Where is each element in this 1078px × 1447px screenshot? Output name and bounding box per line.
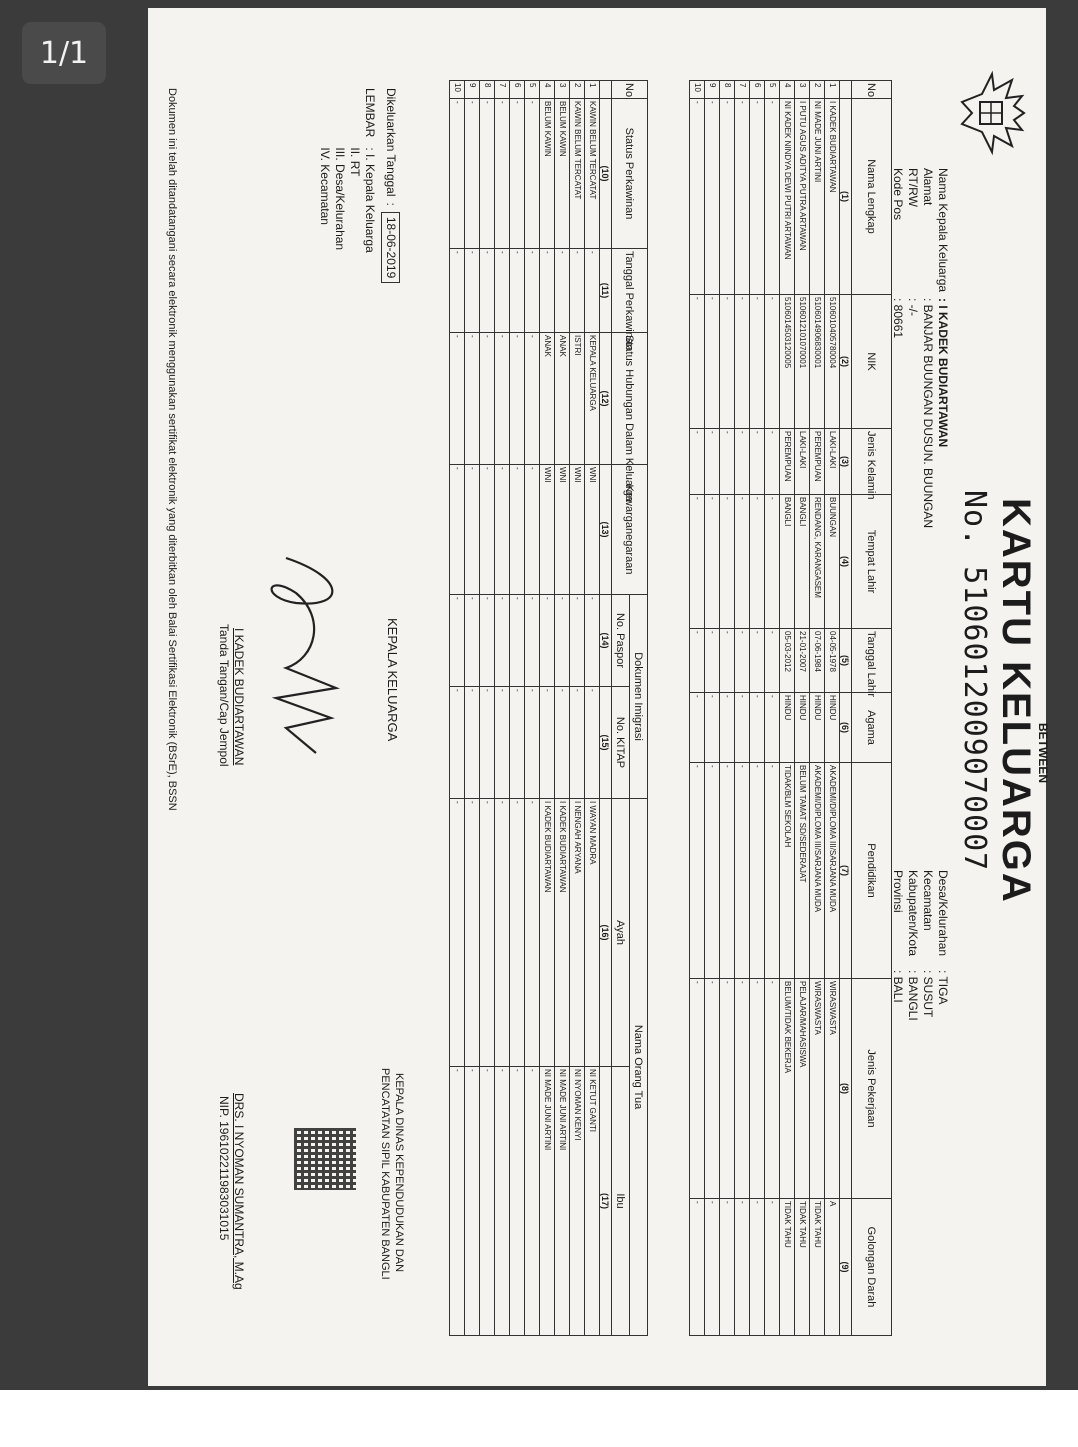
table-cell: - (750, 429, 765, 495)
table-cell: WIRASWASTA (825, 979, 840, 1199)
table-cell: - (690, 429, 705, 495)
table-cell: - (510, 687, 525, 799)
table-cell: HINDU (795, 693, 810, 763)
table-cell: - (690, 763, 705, 979)
table-cell: NI MADE JUNI ARTINI (540, 1067, 555, 1336)
table-cell: 1 (585, 81, 600, 99)
table-cell: NI NYOMAN KENYI (570, 1067, 585, 1336)
table-cell: HINDU (825, 693, 840, 763)
table-cell: - (450, 595, 465, 687)
table-cell: I KADEK BUDIARTAWAN (540, 799, 555, 1067)
table-cell: ISTRI (570, 333, 585, 465)
table-cell: 21-01-2007 (795, 629, 810, 693)
table-cell: - (450, 249, 465, 333)
table-cell: - (705, 693, 720, 763)
head-signature-icon (246, 548, 356, 768)
field-row: Nama Kepala Keluarga: I KADEK BUDIARTAWAN (936, 168, 950, 448)
table-cell: 6 (750, 81, 765, 99)
col-header: NIK (852, 295, 892, 429)
issued-label: Dikeluarkan Tanggal (384, 88, 398, 197)
table-cell: WNI (570, 465, 585, 595)
table-cell: I PUTU AGUS ADITYA PUTRA ARTAWAN (795, 99, 810, 295)
table-cell: - (525, 333, 540, 465)
table-cell: - (735, 1199, 750, 1336)
col-header: No (852, 81, 892, 99)
table-cell: - (690, 295, 705, 429)
table-cell: 1 (825, 81, 840, 99)
table-cell: - (720, 429, 735, 495)
table-row (735, 81, 750, 1336)
table-row (495, 81, 510, 1336)
table-cell: NI MADE JUNI ARTINI (555, 1067, 570, 1336)
table-cell: - (735, 763, 750, 979)
field-row: RT/RW: -/- (906, 168, 920, 316)
table-cell: PEREMPUAN (810, 429, 825, 495)
table-cell: 5106012101070001 (795, 295, 810, 429)
table-cell: - (480, 333, 495, 465)
issued-info (317, 88, 400, 348)
issued-colon: : (384, 202, 398, 206)
table-cell: NI KADEK NINDYA DEWI PUTRI ARTAWAN (780, 99, 795, 295)
table-row (765, 81, 780, 1336)
table-cell: - (510, 99, 525, 249)
table-cell: - (495, 249, 510, 333)
table-cell: - (765, 99, 780, 295)
table-cell: - (765, 429, 780, 495)
table-cell: AKADEMI/DIPLOMA III/SARJANA MUDA (825, 763, 840, 979)
table-cell: - (525, 595, 540, 687)
table-cell: PEREMPUAN (780, 429, 795, 495)
table-cell: 9 (465, 81, 480, 99)
table-cell: - (450, 799, 465, 1067)
table-cell: I NENGAH ARYANA (570, 799, 585, 1067)
col-header: Nama Lengkap (852, 99, 892, 295)
col-header: Jenis Kelamin (852, 429, 892, 495)
table-cell: - (705, 495, 720, 629)
table-cell: BANGLI (795, 495, 810, 629)
members-table (689, 80, 892, 1336)
table-cell: - (765, 495, 780, 629)
table-cell: - (510, 1067, 525, 1336)
table-cell: ANAK (540, 333, 555, 465)
table-cell: - (765, 1199, 780, 1336)
col-header: Tanggal Perkawinan (612, 249, 648, 333)
table-cell: 3 (795, 81, 810, 99)
table-cell: 10 (450, 81, 465, 99)
qr-code-icon (294, 1128, 356, 1190)
table-cell: - (480, 687, 495, 799)
table-row (705, 81, 720, 1336)
table-cell: - (750, 763, 765, 979)
table-cell: - (495, 799, 510, 1067)
table-cell: 04-05-1978 (825, 629, 840, 693)
table-cell: 6 (510, 81, 525, 99)
rotated-document (148, 8, 1050, 1386)
table-cell: - (705, 429, 720, 495)
col-header: Status Perkawinan (612, 99, 648, 249)
col-header: Status Hubungan Dalam Keluarga (612, 333, 648, 465)
table-cell: - (720, 99, 735, 295)
official-nip: NIP. 196102211983031015 (217, 1096, 231, 1241)
head-name: I KADEK BUDIARTAWAN (232, 628, 246, 766)
table-cell: NI KETUT GANTI (585, 1067, 600, 1336)
table-cell: 07-06-1984 (810, 629, 825, 693)
table-cell: - (525, 465, 540, 595)
table-cell: - (750, 295, 765, 429)
table-cell: - (450, 687, 465, 799)
members-table-body (690, 81, 840, 1336)
table-cell: - (705, 979, 720, 1199)
table-cell: - (735, 295, 750, 429)
table-cell: - (705, 1199, 720, 1336)
table-cell: - (450, 99, 465, 249)
table-cell: BUUNGAN (825, 495, 840, 629)
table-cell: - (480, 249, 495, 333)
table-cell: - (465, 249, 480, 333)
table-row (720, 81, 735, 1336)
col-header: Dokumen Imigrasi (630, 595, 648, 799)
table-cell: BANGLI (780, 495, 795, 629)
table-cell: TIDAK TAHU (780, 1199, 795, 1336)
table-cell: - (510, 465, 525, 595)
table-cell: 7 (495, 81, 510, 99)
table-cell: - (720, 629, 735, 693)
table-cell: 5 (765, 81, 780, 99)
table-cell: 5106014906830001 (810, 295, 825, 429)
table-cell: - (705, 295, 720, 429)
table-cell: - (750, 693, 765, 763)
table-cell: BELUM/TIDAK BEKERJA (780, 979, 795, 1199)
column-number-row: (10) (11) (12) (13) (14) (15) (16) (17) (600, 81, 612, 1336)
lembar-item: II. RT (348, 147, 362, 177)
table-cell: - (555, 595, 570, 687)
table-cell: - (585, 595, 600, 687)
table-cell: TIDAK/BLM SEKOLAH (780, 763, 795, 979)
table-cell: 3 (555, 81, 570, 99)
table-cell: - (735, 693, 750, 763)
col-header: Tempat Lahir (852, 495, 892, 629)
table-cell: 9 (705, 81, 720, 99)
table-cell: WNI (555, 465, 570, 595)
col-header: Pendidikan (852, 763, 892, 979)
table-cell: - (585, 249, 600, 333)
table-row (480, 81, 495, 1336)
status-table-body (450, 81, 600, 1336)
table-cell: AKADEMI/DIPLOMA III/SARJANA MUDA (810, 763, 825, 979)
table-cell: - (570, 595, 585, 687)
field-row: Kabupaten/Kota: BANGLI (906, 870, 920, 1021)
left-header-fields (890, 168, 950, 688)
status-table (449, 80, 648, 1336)
lembar-item: III. Desa/Kelurahan (333, 147, 347, 251)
col-header: No. KITAP (612, 687, 630, 799)
table-cell: - (690, 1199, 705, 1336)
table-cell: - (750, 629, 765, 693)
table-cell: - (690, 629, 705, 693)
col-header: Ibu (612, 1067, 630, 1336)
field-row: Provinsi: BALI (891, 870, 905, 1003)
table-cell: - (765, 295, 780, 429)
table-cell: 7 (735, 81, 750, 99)
document-title: KARTU KELUARGA (994, 498, 1038, 904)
table-cell: 2 (570, 81, 585, 99)
table-cell: - (690, 979, 705, 1199)
lembar-item: : I. Kepala Keluarga (363, 147, 377, 253)
table-cell: - (750, 495, 765, 629)
table-cell: - (540, 687, 555, 799)
table-row (780, 81, 795, 1336)
table-cell: - (525, 99, 540, 249)
table-cell: - (555, 687, 570, 799)
table-cell: WNI (540, 465, 555, 595)
table-cell: 8 (480, 81, 495, 99)
table-cell: RENDANG, KARANGASEM (810, 495, 825, 629)
table-cell: I KADEK BUDIARTAWAN (825, 99, 840, 295)
table-cell: LAKI-LAKI (795, 429, 810, 495)
table-cell: NI MADE JUNI ARTINI (810, 99, 825, 295)
table-cell: - (465, 799, 480, 1067)
table-cell: I WAYAN MADRA (585, 799, 600, 1067)
table-cell: - (510, 333, 525, 465)
table-row (540, 81, 555, 1336)
table-row (585, 81, 600, 1336)
table-cell: - (765, 693, 780, 763)
field-row: Kode Pos: 80661 (891, 168, 905, 339)
table-cell: - (510, 799, 525, 1067)
table-row (825, 81, 840, 1336)
table-cell: - (735, 629, 750, 693)
table-row (750, 81, 765, 1336)
col-header: Ayah (612, 799, 630, 1067)
table-cell: 4 (780, 81, 795, 99)
table-cell: - (450, 465, 465, 595)
table-row (465, 81, 480, 1336)
table-cell: HINDU (780, 693, 795, 763)
table-cell: - (690, 693, 705, 763)
table-cell: - (465, 99, 480, 249)
table-cell: - (705, 763, 720, 979)
table-cell: - (480, 799, 495, 1067)
table-row (510, 81, 525, 1336)
table-cell: - (720, 495, 735, 629)
table-cell: - (465, 595, 480, 687)
table-cell: 5 (525, 81, 540, 99)
col-header: Nama Orang Tua (630, 799, 648, 1336)
lembar-item: IV. Kecamatan (318, 147, 332, 225)
table-cell: - (765, 629, 780, 693)
field-row: Kecamatan: SUSUT (921, 870, 935, 1018)
viewer-bottom-area (0, 1390, 1078, 1447)
table-cell: - (555, 249, 570, 333)
table-cell: - (450, 333, 465, 465)
table-cell: - (510, 595, 525, 687)
table-cell: - (525, 687, 540, 799)
table-cell: - (720, 1199, 735, 1336)
table-cell: - (735, 979, 750, 1199)
col-header: Kewarganegaraan (612, 465, 648, 595)
table-row (810, 81, 825, 1336)
top-stamp: BETWEEN (1036, 723, 1050, 783)
lembar-label: LEMBAR (363, 88, 377, 138)
table-cell: - (465, 687, 480, 799)
column-number-row: (1) (2) (3) (4) (5) (6) (7) (8) (9) (840, 81, 852, 1336)
table-cell: - (735, 99, 750, 295)
official-name: DRS. I NYOMAN SUMANTRA, M.Ag (232, 1093, 246, 1290)
table-cell: - (495, 595, 510, 687)
table-cell: - (735, 429, 750, 495)
table-cell: KAWIN BELUM TERCATAT (570, 99, 585, 249)
table-cell: BELUM KAWIN (540, 99, 555, 249)
table-cell: I KADEK BUDIARTAWAN (555, 799, 570, 1067)
table-cell: - (495, 465, 510, 595)
table-cell: TIDAK TAHU (795, 1199, 810, 1336)
table-header-row (852, 81, 892, 1336)
table-cell: BELUM TAMAT SD/SEDERAJAT (795, 763, 810, 979)
table-cell: 5106010405780004 (825, 295, 840, 429)
table-cell: WIRASWASTA (810, 979, 825, 1199)
table-cell: - (750, 979, 765, 1199)
table-cell: - (525, 249, 540, 333)
office-line2: PENCATATAN SIPIL KABUPATEN BANGLI (379, 1068, 391, 1280)
table-cell: HINDU (810, 693, 825, 763)
field-row: Desa/Kelurahan: TIGA (936, 870, 950, 1005)
garuda-emblem-icon (952, 68, 1032, 158)
page-counter: 1/1 (22, 22, 106, 84)
table-row (795, 81, 810, 1336)
head-sign-label: Tanda Tangan/Cap Jempol (217, 624, 231, 767)
table-cell: - (750, 1199, 765, 1336)
table-cell: 5106014503120005 (780, 295, 795, 429)
col-header: No. Paspor (612, 595, 630, 687)
kk-number: No. 5106012009070007 (957, 490, 992, 872)
table-cell: 8 (720, 81, 735, 99)
table-cell: - (525, 1067, 540, 1336)
table-cell: - (585, 687, 600, 799)
table-cell: - (465, 333, 480, 465)
table-cell: - (735, 495, 750, 629)
table-row (450, 81, 465, 1336)
table-header-row (630, 81, 648, 1336)
table-cell: - (480, 465, 495, 595)
table-cell: TIDAK TAHU (810, 1199, 825, 1336)
table-cell: - (540, 595, 555, 687)
table-cell: - (495, 333, 510, 465)
col-header: No. (612, 81, 648, 99)
document-page (148, 8, 1050, 1386)
issued-date: 18-06-2019 (381, 212, 400, 283)
table-cell: - (495, 99, 510, 249)
table-cell: KEPALA KELUARGA (585, 333, 600, 465)
electronic-signature-note: Dokumen ini telah ditandatangani secara elektronik menggunakan sertifikat elektronik yang diterbitkan oleh Balai Sertifikasi Elektronik (BSrE), BSSN (166, 88, 178, 811)
table-cell: - (465, 1067, 480, 1336)
col-header: Golongan Darah (852, 1199, 892, 1336)
table-cell: - (720, 295, 735, 429)
col-header: Agama (852, 693, 892, 763)
table-cell: PELAJAR/MAHASISWA (795, 979, 810, 1199)
table-cell: - (705, 99, 720, 295)
table-cell: - (765, 979, 780, 1199)
col-header: Tanggal Lahir (852, 629, 892, 693)
table-cell: KAWIN BELUM TERCATAT (585, 99, 600, 249)
table-cell: - (690, 99, 705, 295)
table-cell: - (720, 763, 735, 979)
table-cell: - (450, 1067, 465, 1336)
table-cell: 05-03-2012 (780, 629, 795, 693)
table-cell: WNI (585, 465, 600, 595)
table-cell: - (465, 465, 480, 595)
table-cell: - (690, 495, 705, 629)
table-cell: LAKI-LAKI (825, 429, 840, 495)
right-header-fields (890, 870, 950, 1130)
table-cell: - (510, 249, 525, 333)
table-cell: - (570, 249, 585, 333)
office-line1: KEPALA DINAS KEPENDUDUKAN DAN (393, 1073, 405, 1273)
col-header: Jenis Pekerjaan (852, 979, 892, 1199)
table-cell: BELUM KAWIN (555, 99, 570, 249)
table-cell: - (480, 99, 495, 249)
table-cell: - (480, 595, 495, 687)
table-row (690, 81, 705, 1336)
table-cell: 10 (690, 81, 705, 99)
table-cell: - (705, 629, 720, 693)
table-cell: - (720, 693, 735, 763)
table-row (555, 81, 570, 1336)
table-row (570, 81, 585, 1336)
table-cell: - (720, 979, 735, 1199)
table-cell: - (525, 799, 540, 1067)
table-cell: - (570, 687, 585, 799)
table-cell: ANAK (555, 333, 570, 465)
table-cell: - (495, 687, 510, 799)
table-cell: 4 (540, 81, 555, 99)
table-cell: 2 (810, 81, 825, 99)
table-cell: - (480, 1067, 495, 1336)
table-cell: - (750, 99, 765, 295)
table-cell: A (825, 1199, 840, 1336)
table-cell: - (495, 1067, 510, 1336)
table-row (525, 81, 540, 1336)
field-row: Alamat: BANJAR BUUNGAN DUSUN. BUUNGAN (921, 168, 935, 529)
table-cell: - (765, 763, 780, 979)
head-title: KEPALA KELUARGA (385, 618, 400, 742)
table-cell: - (540, 249, 555, 333)
